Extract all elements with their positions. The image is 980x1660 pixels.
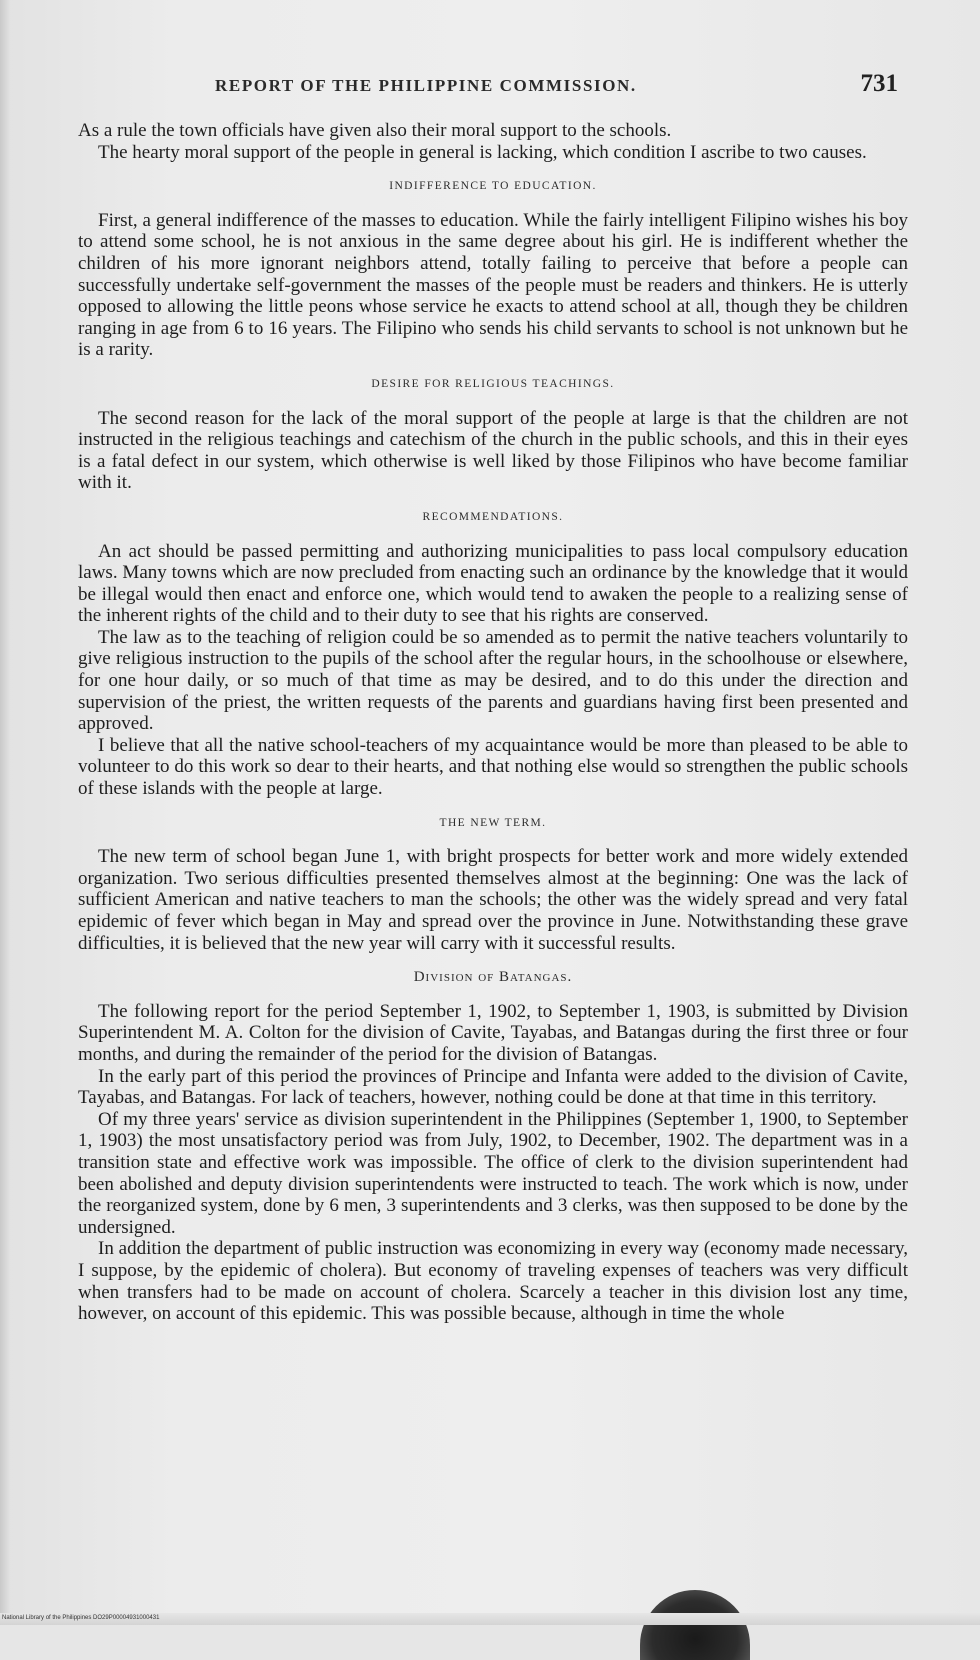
- batangas-paragraph-4: In addition the department of public instruction was economizing in every way (economy made necessary, I suppose, by the epidemic of cholera). But economy of traveling expenses of teachers was very difficult when transfers had to be made on account of cholera. Scarcely a teacher in this division lost any time, however, on account of this epidemic. This was possible because, although in time the whole: [78, 1238, 908, 1325]
- heading-religious-teachings: DESIRE FOR RELIGIOUS TEACHINGS.: [371, 377, 615, 390]
- page-edge-shadow: [0, 0, 10, 1625]
- heading-indifference: INDIFFERENCE TO EDUCATION.: [389, 180, 597, 193]
- intro-paragraph-2: The hearty moral support of the people in general is lacking, which condition I ascribe to two causes.: [98, 141, 867, 163]
- scanner-thumb-shadow: [640, 1590, 750, 1660]
- page-body: [78, 120, 908, 1325]
- heading-new-term: THE NEW TERM.: [439, 816, 547, 829]
- batangas-paragraph-3: Of my three years' service as division superintendent in the Philippines (September 1, 1900, to September 1, 1903) the most unsatisfactory period was from July, 1902, to December, 1902. The department was in a transition state and effective work was impossible. The office of clerk to the division superintendent had been abolished and deputy division superintendents were instructed to teach. The work which is now, under the reorganized system, done by 6 men, 3 superintendents and 3 clerks, was then supposed to be done by the undersigned.: [78, 1108, 908, 1238]
- page-number: 731: [860, 70, 898, 97]
- page-header: [70, 66, 910, 102]
- recommendations-paragraph-2: The law as to the teaching of religion could be so amended as to permit the native teachers voluntarily to give religious instruction to the pupils of the school after the regular hours, in the schoolhouse or elsewhere, for one hour daily, or so much of that time as may be desired, and to do this under the direction and supervision of the priest, the written requests of the parents and guardians having first been presented and approved.: [78, 626, 908, 735]
- indifference-paragraph-1: First, a general indifference of the masses to education. While the fairly intelligent Filipino wishes his boy to attend some school, he is not anxious in the same degree about his girl. He is indifferent whether the children of his more ignorant neighbors attend, totally failing to perceive that before a people can successfully undertake self-government the masses of the people must be readers and thinkers. He is utterly opposed to allowing the little peons whose service he exacts to attend school at all, though they be children ranging in age from 6 to 16 years. The Filipino who sends his child servants to school is not unknown but he is a rarity.: [78, 209, 908, 361]
- intro-paragraph-1: As a rule the town officials have given also their moral support to the schools.: [78, 120, 672, 141]
- recommendations-paragraph-1: An act should be passed permitting and authorizing municipalities to pass local compulsory education laws. Many towns which are now precluded from enacting such an ordinance by the knowledge that it would be illegal would then enact and enforce one, which would tend to awaken the people to a realizing sense of the inherent rights of the child and to their duty to see that his rights are conserved.: [78, 540, 908, 627]
- running-head: REPORT OF THE PHILIPPINE COMMISSION.: [215, 76, 637, 95]
- religious-paragraph-1: The second reason for the lack of the moral support of the people at large is that the children are not instructed in the religious teachings and catechism of the church in the public schools, and this in their eyes is a fatal defect in our system, which otherwise is well liked by those Filipinos who have become familiar with it.: [78, 407, 908, 494]
- new-term-paragraph-1: The new term of school began June 1, with bright prospects for better work and more widely extended organization. Two serious difficulties presented themselves almost at the beginning: One was the lack of sufficient American and native teachers to man the schools; the other was the widely spread and very fatal epidemic of fever which began in May and spread over the province in June. Notwithstanding these grave difficulties, it is believed that the new year will carry with it successful results.: [78, 846, 908, 954]
- recommendations-paragraph-3: I believe that all the native school-teachers of my acquaintance would be more than pleased to be able to volunteer to do this work so dear to their hearts, and that nothing else would so strengthen the public schools of these islands with the people at large.: [78, 734, 908, 800]
- heading-division-of-batangas: Division of Batangas.: [413, 969, 573, 986]
- scan-credit: National Library of the Philippines DO29P00004931000431: [2, 1615, 160, 1621]
- batangas-paragraph-1: The following report for the period September 1, 1902, to September 1, 1903, is submitted by Division Superintendent M. A. Colton for the division of Cavite, Tayabas, and Batangas during the first three or four months, and during the remainder of the period for the division of Batangas.: [78, 1000, 908, 1065]
- batangas-paragraph-2: In the early part of this period the provinces of Principe and Infanta were added to the division of Cavite, Tayabas, and Batangas. For lack of teachers, however, nothing could be done at that time in this territory.: [78, 1065, 908, 1109]
- heading-recommendations: RECOMMENDATIONS.: [422, 510, 564, 523]
